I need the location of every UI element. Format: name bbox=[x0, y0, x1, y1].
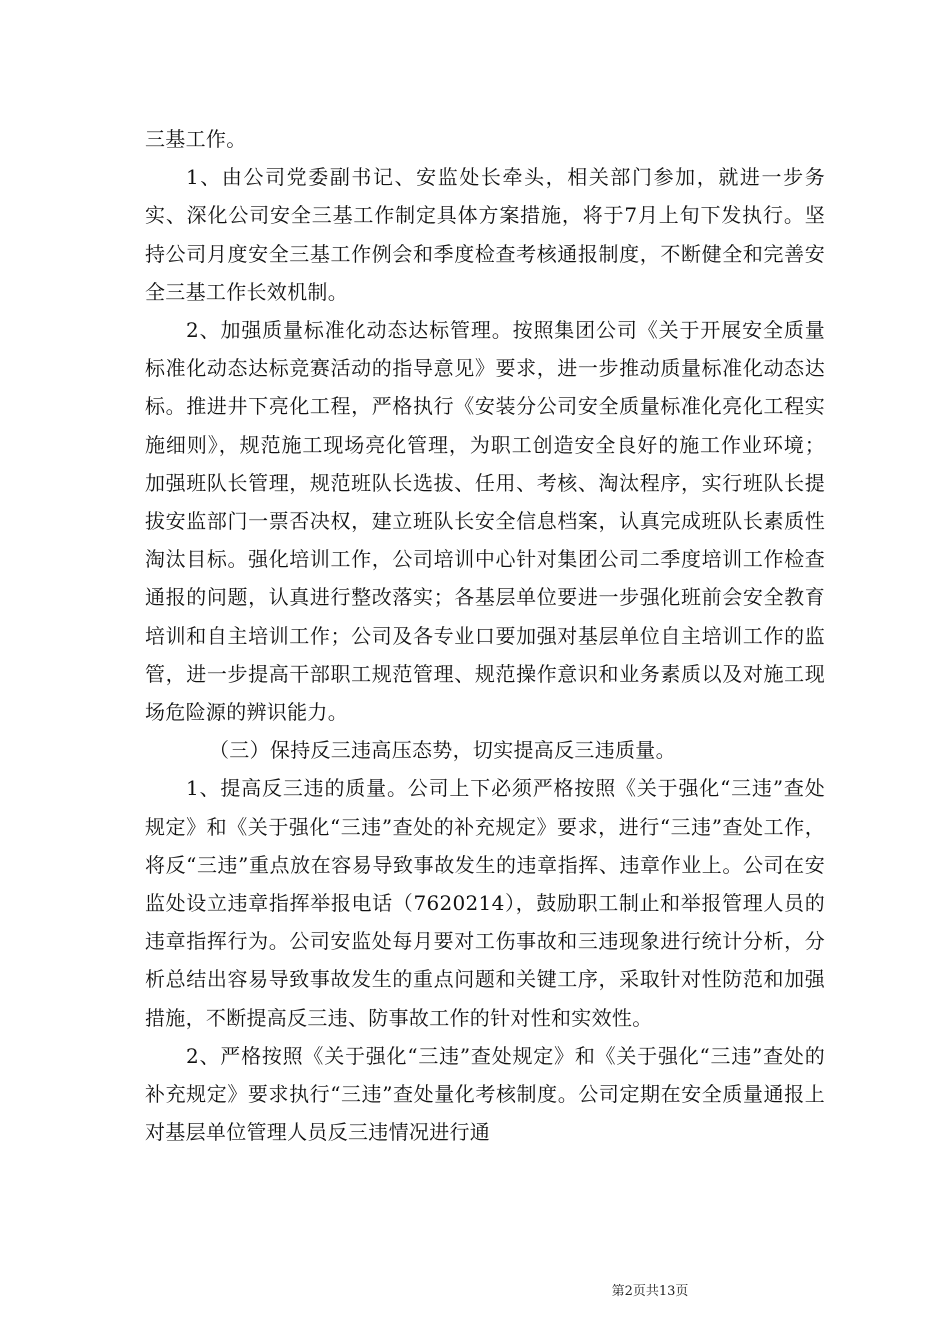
section-heading-3: （三）保持反三违高压态势，切实提高反三违质量。 bbox=[209, 738, 676, 763]
paragraph-item-1: 1、由公司党委副书记、安监处长牵头，相关部门参加，就进一步务实、深化公司安全三基工作制定具体方案措施，将于7月上旬下发执行。坚持公司月度安全三基工作例会和季度检查考核通报制度，不断健全和完善安全三基工作长效机制。 bbox=[145, 165, 825, 304]
paragraph-item-2: 2、加强质量标准化动态达标管理。按照集团公司《关于开展安全质量标准化动态达标竞赛活动的指导意见》要求，进一步推动质量标准化动态达标。推进井下亮化工程，严格执行《安装分公司安全质量标准化亮化工程实施细则》，规范施工现场亮化管理，为职工创造安全良好的施工作业环境；加强班队长管理，规范班队长选拔、任用、考核、淘汰程序，实行班队长提拔安监部门一票否决权，建立班队长安全信息档案，认真完成班队长素质性淘汰目标。强化培训工作，公司培训中心针对集团公司二季度培训工作检查通报的问题，认真进行整改落实；各基层单位要进一步强化班前会安全教育培训和自主培训工作；公司及各专业口要加强对基层单位自主培训工作的监管，进一步提高干部职工规范管理、规范操作意识和业务素质以及对施工现场危险源的辨识能力。 bbox=[145, 318, 825, 725]
paragraph-item-3-1: 1、提高反三违的质量。公司上下必须严格按照《关于强化“三违”查处规定》和《关于强化“三违”查处的补充规定》要求，进行“三违”查处工作，将反“三违”重点放在容易导致事故发生的违章指挥、违章作业上。公司在安监处设立违章指挥举报电话（7620214），鼓励职工制止和举报管理人员的违章指挥行为。公司安监处每月要对工伤事故和三违现象进行统计分析，分析总结出容易导致事故发生的重点问题和关键工序，采取针对性防范和加强措施，不断提高反三违、防事故工作的针对性和实效性。 bbox=[145, 776, 825, 1030]
document-body bbox=[145, 120, 825, 1151]
paragraph-continuation: 三基工作。 bbox=[145, 127, 247, 151]
page-number: 第2页共13页 bbox=[611, 1284, 689, 1299]
paragraph-item-3-2: 2、严格按照《关于强化“三违”查处规定》和《关于强化“三违”查处的补充规定》要求执行“三违”查处量化考核制度。公司定期在安全质量通报上对基层单位管理人员反三违情况进行通 bbox=[145, 1043, 825, 1145]
page-footer bbox=[0, 1280, 950, 1299]
